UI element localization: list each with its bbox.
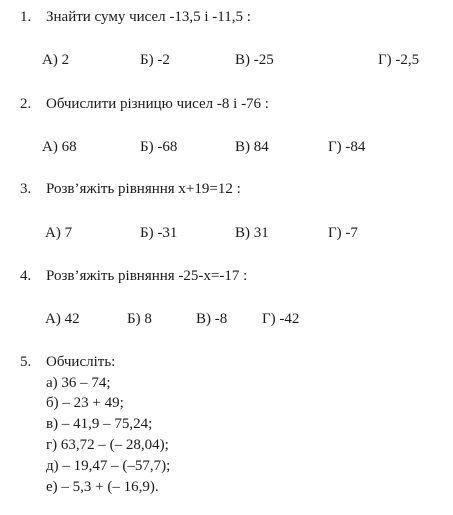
task-2-option-b: Б) -68	[140, 139, 178, 155]
task-1-option-v: В) -25	[235, 52, 274, 68]
task-3-question-line	[20, 180, 241, 198]
task-5-item-e: е) – 5,3 + (– 16,9).	[46, 479, 159, 495]
task-1-option-g: Г) -2,5	[378, 52, 420, 68]
task-3-option-b: Б) -31	[140, 225, 178, 241]
task-5-number: 5.	[20, 354, 32, 370]
task-3-number: 3.	[20, 181, 32, 197]
task-2-option-g: Г) -84	[328, 139, 366, 155]
task-5-question-line	[20, 353, 115, 371]
task-2-option-a: А) 68	[42, 139, 77, 155]
task-5-item-a: а) 36 – 74;	[46, 375, 111, 391]
task-2-number: 2.	[20, 96, 32, 112]
task-1-option-b: Б) -2	[140, 52, 170, 68]
task-1-option-a: А) 2	[42, 52, 70, 68]
task-4-option-b: Б) 8	[127, 311, 152, 327]
task-5-question: Обчисліть:	[46, 354, 116, 370]
task-5-item-b: б) – 23 + 49;	[46, 395, 124, 411]
task-1-question: Знайти суму чисел -13,5 і -11,5 :	[46, 9, 251, 25]
task-3-option-a: А) 7	[45, 225, 73, 241]
task-4-option-g: Г) -42	[262, 311, 300, 327]
task-2-option-v: В) 84	[235, 139, 269, 155]
task-4-option-a: А) 42	[45, 311, 80, 327]
task-4-option-v: В) -8	[196, 311, 228, 327]
task-5-item-v: в) – 41,9 – 75,24;	[46, 416, 153, 432]
task-3-question: Розв’яжіть рівняння х+19=12 :	[46, 181, 241, 197]
task-2-question-line	[20, 95, 269, 113]
task-1-number: 1.	[20, 9, 32, 25]
task-3-option-v: В) 31	[235, 225, 269, 241]
task-3-option-g: Г) -7	[328, 225, 358, 241]
task-1-question-line	[20, 8, 251, 26]
task-4-question: Розв’яжіть рівняння -25-х=-17 :	[46, 268, 248, 284]
task-4-question-line	[20, 267, 247, 285]
task-2-question: Обчислити різницю чисел -8 і -76 :	[46, 96, 269, 112]
task-5-item-d: д) – 19,47 – (–57,7);	[46, 458, 171, 474]
task-4-number: 4.	[20, 268, 32, 284]
task-5-item-g: г) 63,72 – (– 28,04);	[46, 437, 169, 453]
